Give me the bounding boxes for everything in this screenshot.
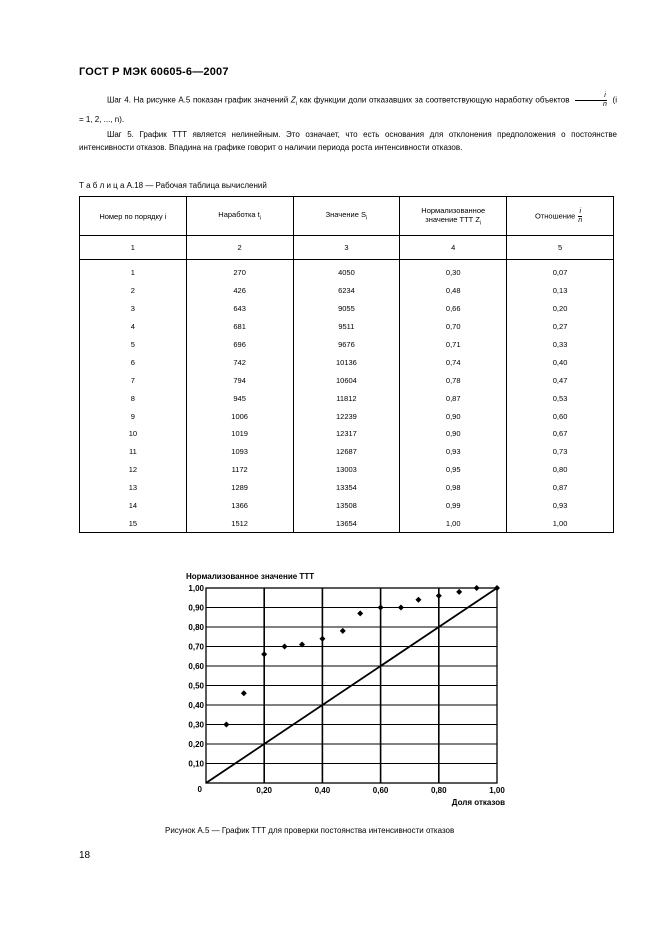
table-cell: 681 xyxy=(186,318,293,336)
table-cell: 12239 xyxy=(293,407,400,425)
data-point xyxy=(474,585,480,591)
y-tick-label: 0,50 xyxy=(188,681,204,691)
table-cell: 643 xyxy=(186,300,293,318)
table-cell: 0,90 xyxy=(400,407,507,425)
document-header: ГОСТ Р МЭК 60605-6—2007 xyxy=(79,66,229,78)
table-caption: Т а б л и ц а А.18 — Рабочая таблица вычислений xyxy=(79,181,267,190)
y-tick-label: 0,60 xyxy=(188,662,204,671)
table-cell: 15 xyxy=(80,514,187,532)
step4-text-3: (i = 1, 2, ..., n). xyxy=(79,95,617,125)
x-tick-label: 0,40 xyxy=(314,786,331,795)
table-cell: 1 xyxy=(80,260,187,282)
table-cell: 0,93 xyxy=(400,443,507,461)
y-tick-label: 0,70 xyxy=(188,642,204,652)
table-row xyxy=(80,479,614,497)
data-point xyxy=(436,593,442,599)
origin-label: 0 xyxy=(197,785,202,794)
table-cell: 11 xyxy=(80,443,187,461)
step5-paragraph xyxy=(79,128,617,154)
x-tick-label: 0,20 xyxy=(256,786,272,795)
table-cell: 794 xyxy=(186,371,293,389)
y-tick-label: 0,40 xyxy=(188,701,204,710)
table-row xyxy=(80,353,614,371)
col-number: 5 xyxy=(507,236,614,260)
table-cell: 10136 xyxy=(293,353,400,371)
ttt-chart-svg xyxy=(180,566,520,811)
table-cell: 3 xyxy=(80,300,187,318)
table-cell: 0,66 xyxy=(400,300,507,318)
x-tick-label: 0,80 xyxy=(431,786,447,795)
table-cell: 13654 xyxy=(293,514,400,532)
table-cell: 0,74 xyxy=(400,353,507,371)
table-cell: 10604 xyxy=(293,371,400,389)
table-cell: 0,95 xyxy=(400,461,507,479)
table-cell: 9055 xyxy=(293,300,400,318)
table-cell: 1,00 xyxy=(400,514,507,532)
table-cell: 270 xyxy=(186,260,293,282)
table-row xyxy=(80,300,614,318)
table-row xyxy=(80,282,614,300)
table-cell: 7 xyxy=(80,371,187,389)
table-cell: 0,98 xyxy=(400,479,507,497)
x-tick-label: 0,60 xyxy=(372,786,389,795)
table-cell: 10 xyxy=(80,425,187,443)
table-row xyxy=(80,389,614,407)
step4-paragraph xyxy=(79,92,617,128)
x-axis-label: Доля отказов xyxy=(451,798,505,807)
table-row xyxy=(80,461,614,479)
table-cell: 1019 xyxy=(186,425,293,443)
data-point xyxy=(261,651,267,657)
table-cell: 0,80 xyxy=(507,461,614,479)
table-cell: 0,71 xyxy=(400,336,507,354)
table-row xyxy=(80,407,614,425)
table-row xyxy=(80,514,614,532)
table-cell: 4 xyxy=(80,318,187,336)
table-row xyxy=(80,497,614,515)
table-cell: 12317 xyxy=(293,425,400,443)
data-point xyxy=(398,605,404,611)
table-cell: 0,70 xyxy=(400,318,507,336)
table-cell: 1366 xyxy=(186,497,293,515)
table-cell: 0,47 xyxy=(507,371,614,389)
col-number: 4 xyxy=(400,236,507,260)
table-cell: 1006 xyxy=(186,407,293,425)
table-cell: 4050 xyxy=(293,260,400,282)
table-cell: 0,73 xyxy=(507,443,614,461)
table-cell: 2 xyxy=(80,282,187,300)
table-cell: 13508 xyxy=(293,497,400,515)
step4-text-1: Шаг 4. На рисунке А.5 показан график значений xyxy=(107,95,291,105)
table-cell: 13003 xyxy=(293,461,400,479)
table-cell: 0,40 xyxy=(507,353,614,371)
header-col-3: Значение $S_i$ xyxy=(293,197,400,236)
header-col-2: Наработка $t_i$ xyxy=(186,197,293,236)
table-cell: 0,78 xyxy=(400,371,507,389)
fraction-denominator: n xyxy=(603,101,607,108)
x-tick-label: 1,00 xyxy=(489,786,505,795)
table-cell: 0,87 xyxy=(507,479,614,497)
table-cell: 0,53 xyxy=(507,389,614,407)
table-cell: 0,93 xyxy=(507,497,614,515)
table-cell: 1,00 xyxy=(507,514,614,532)
data-point xyxy=(241,690,247,696)
table-cell: 0,20 xyxy=(507,300,614,318)
table-cell: 1289 xyxy=(186,479,293,497)
i-over-n-fraction xyxy=(575,92,607,109)
table-row xyxy=(80,336,614,354)
table-row xyxy=(80,318,614,336)
col-number: 3 xyxy=(293,236,400,260)
z-subscript: i xyxy=(295,101,297,108)
step4-text-2: как функции доли отказавших за соответствующую наработку объектов xyxy=(296,95,573,105)
col-number: 1 xyxy=(80,236,187,260)
table-cell: 696 xyxy=(186,336,293,354)
page-number: 18 xyxy=(79,850,91,861)
table-cell: 9676 xyxy=(293,336,400,354)
table-cell: 0,67 xyxy=(507,425,614,443)
table-cell: 0,13 xyxy=(507,282,614,300)
table-cell: 0,60 xyxy=(507,407,614,425)
header-col-1: Номер по порядку i xyxy=(80,197,187,236)
data-point xyxy=(456,589,462,595)
data-point xyxy=(223,722,229,728)
y-tick-label: 1,00 xyxy=(188,584,204,593)
header-col-4: Нормализованное значение ТТТ $Z_i$ xyxy=(400,197,507,236)
table-cell: 0,27 xyxy=(507,318,614,336)
data-point xyxy=(282,644,288,650)
y-tick-label: 0,10 xyxy=(188,759,204,769)
fraction-numerator: i xyxy=(575,92,607,101)
data-point xyxy=(378,605,384,611)
table-cell: 12 xyxy=(80,461,187,479)
table-row xyxy=(80,425,614,443)
y-tick-label: 0,90 xyxy=(188,603,204,613)
table-cell: 0,07 xyxy=(507,260,614,282)
ttt-chart xyxy=(180,566,520,816)
table-cell: 426 xyxy=(186,282,293,300)
table-cell: 6234 xyxy=(293,282,400,300)
table-cell: 5 xyxy=(80,336,187,354)
table-cell: 12687 xyxy=(293,443,400,461)
table-cell: 8 xyxy=(80,389,187,407)
table-cell: 945 xyxy=(186,389,293,407)
table-cell: 6 xyxy=(80,353,187,371)
table-cell: 1172 xyxy=(186,461,293,479)
table-cell: 742 xyxy=(186,353,293,371)
table-cell: 13 xyxy=(80,479,187,497)
table-cell: 1093 xyxy=(186,443,293,461)
table-cell: 0,90 xyxy=(400,425,507,443)
col-number: 2 xyxy=(186,236,293,260)
calculation-table xyxy=(79,196,614,533)
y-tick-label: 0,20 xyxy=(188,740,204,749)
table-cell: 0,33 xyxy=(507,336,614,354)
z-variable: Z xyxy=(290,95,296,105)
data-point xyxy=(340,628,346,634)
table-row xyxy=(80,443,614,461)
table-cell: 0,30 xyxy=(400,260,507,282)
table-cell: 14 xyxy=(80,497,187,515)
table-cell: 0,99 xyxy=(400,497,507,515)
table-cell: 9511 xyxy=(293,318,400,336)
header-col-5: Отношение $\frac{i}{n}$ xyxy=(507,197,614,236)
table-cell: 0,87 xyxy=(400,389,507,407)
data-point xyxy=(319,636,325,642)
table-cell: 9 xyxy=(80,407,187,425)
data-point xyxy=(357,610,363,616)
table-cell: 1512 xyxy=(186,514,293,532)
step5-text: Шаг 5. График ТТТ является нелинейным. Это означает, что есть основания для отклонения предположения о постоянстве интенсивности отказов. Впадина на графике говорит о наличии периода роста интенсивности отказов. xyxy=(79,130,617,152)
figure-caption: Рисунок А.5 — График ТТТ для проверки постоянства интенсивности отказов xyxy=(165,826,455,835)
y-tick-label: 0,80 xyxy=(188,623,204,632)
y-tick-label: 0,30 xyxy=(188,720,204,730)
chart-title: Нормализованное значение ТТТ xyxy=(186,572,315,581)
table-cell: 0,48 xyxy=(400,282,507,300)
table-cell: 13354 xyxy=(293,479,400,497)
table-row xyxy=(80,260,614,282)
table-cell: 11812 xyxy=(293,389,400,407)
table-row xyxy=(80,371,614,389)
data-point xyxy=(415,597,421,603)
